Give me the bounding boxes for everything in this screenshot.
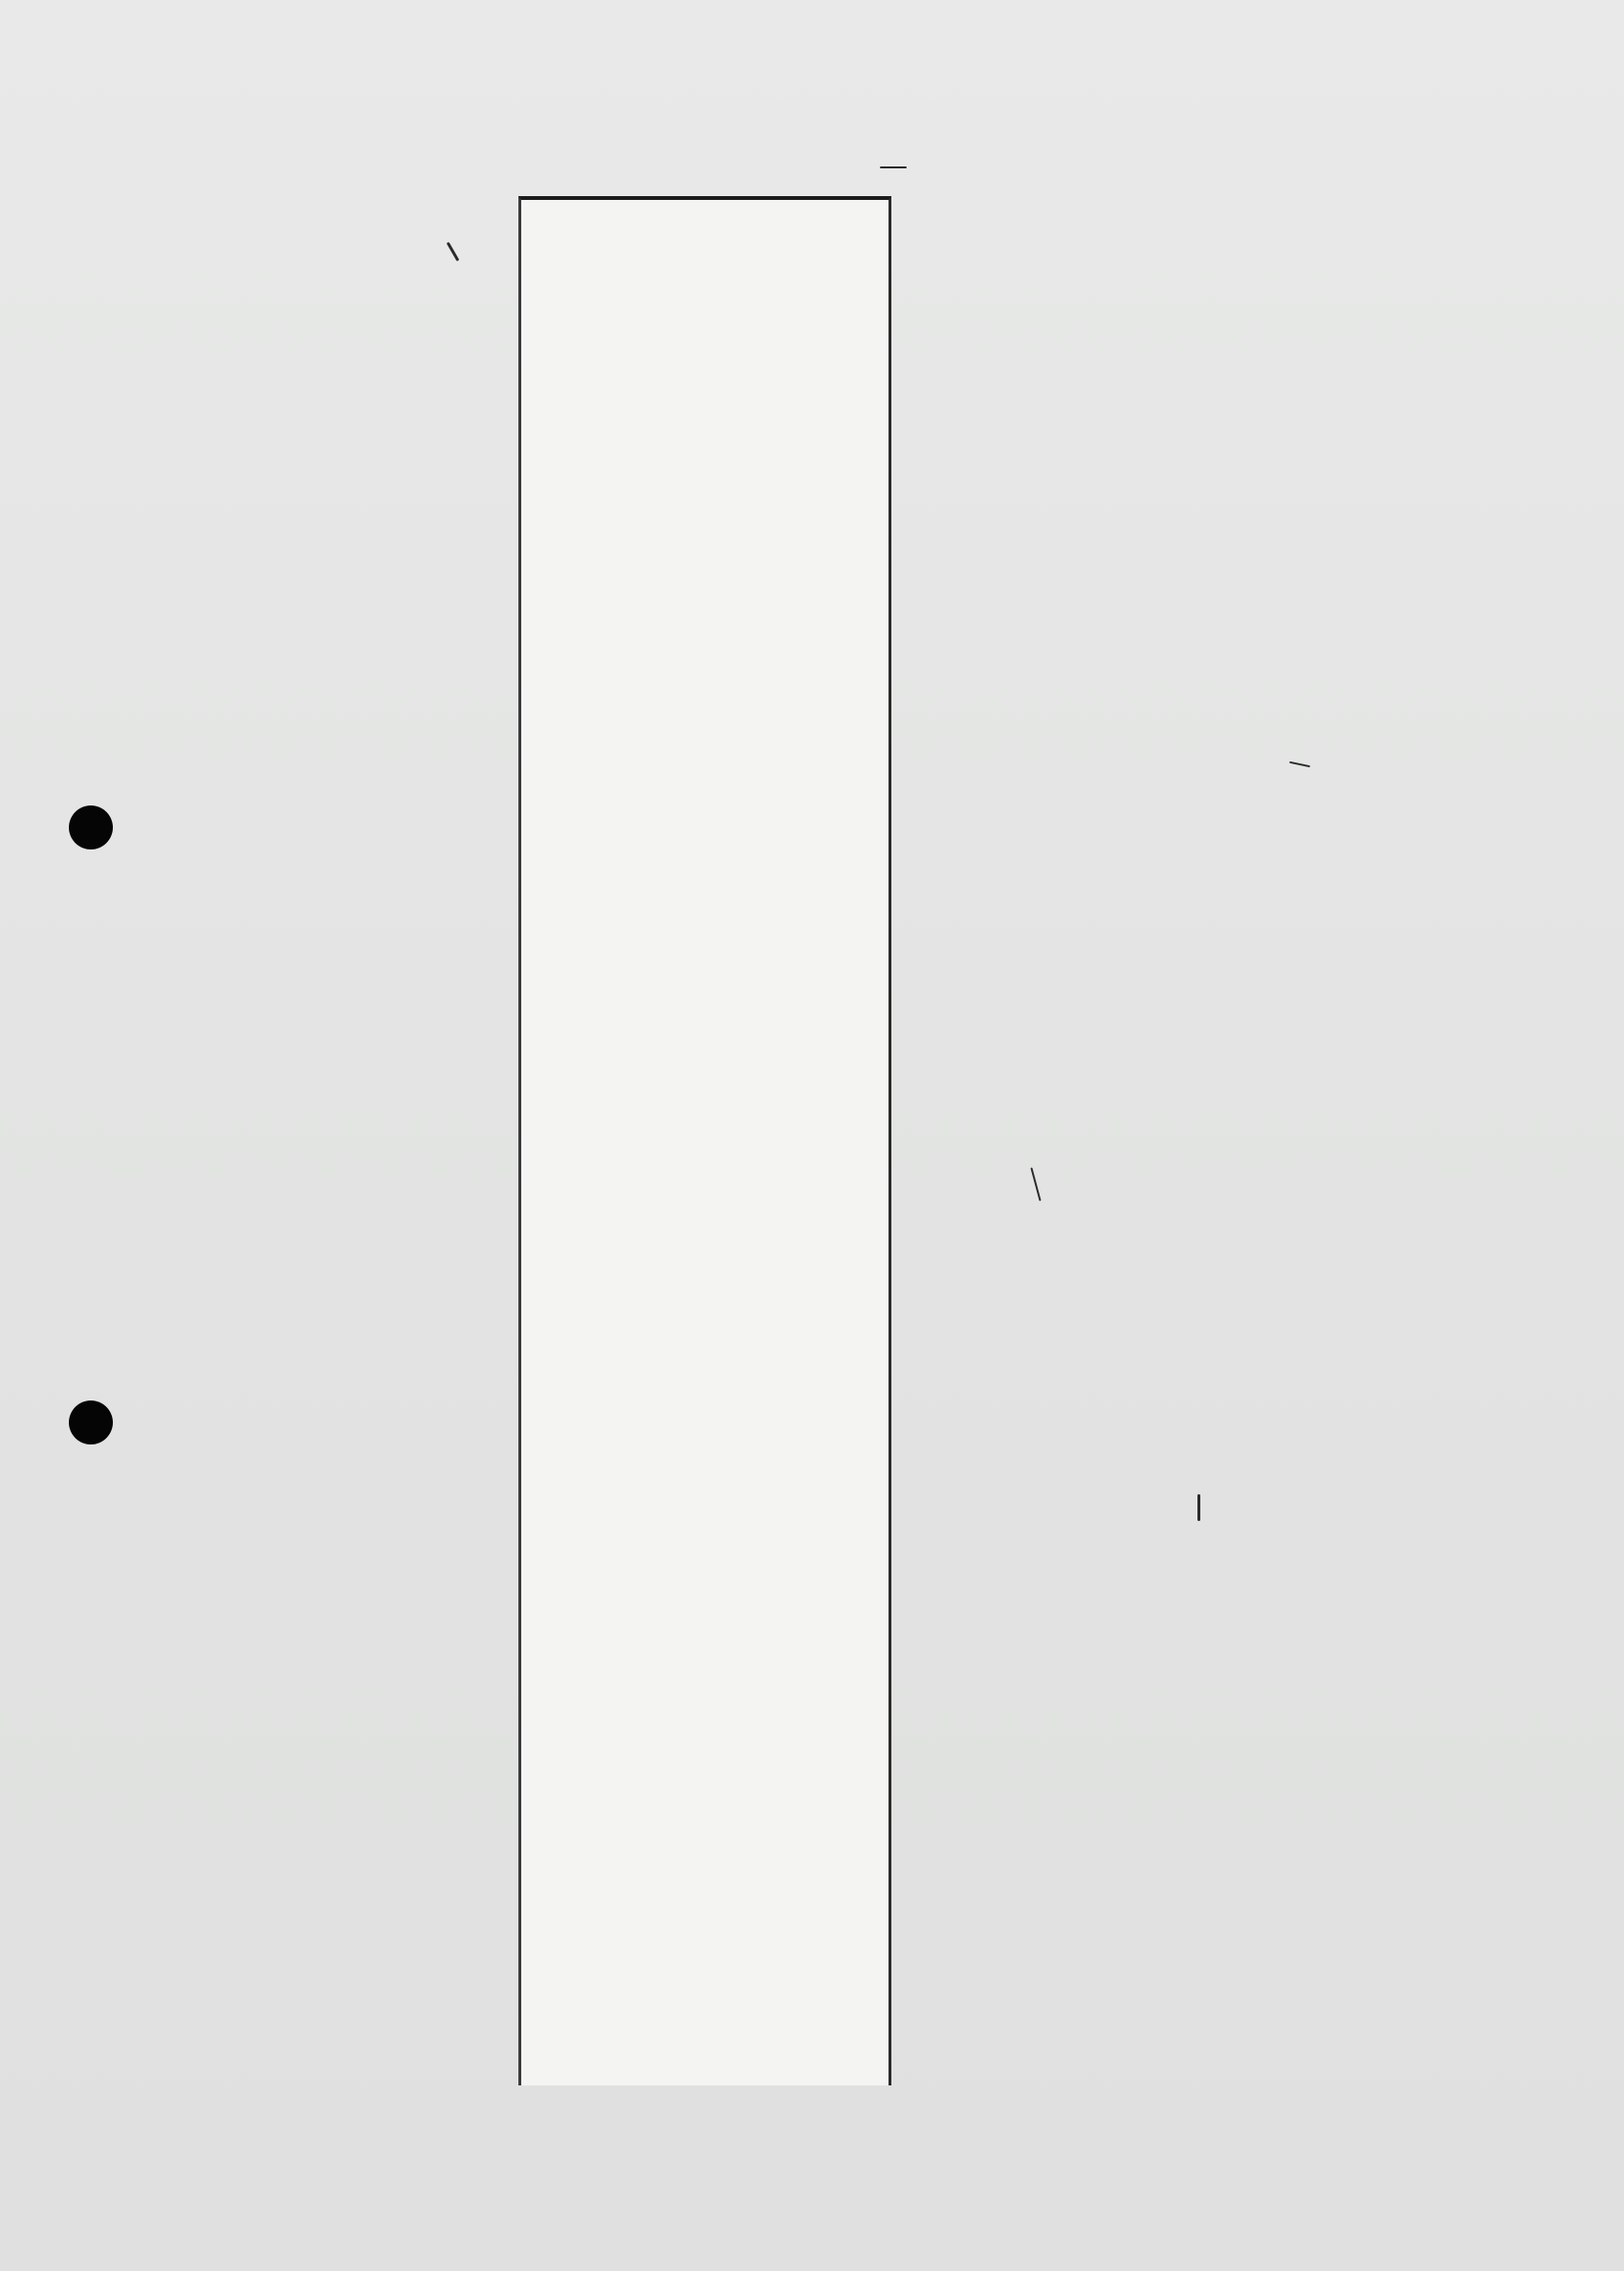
stray-mark [880, 166, 907, 168]
newspaper-clipping [518, 196, 891, 2085]
stray-mark [1289, 761, 1310, 768]
clipping-text [535, 225, 879, 282]
punch-hole-upper [69, 805, 113, 849]
punch-hole-lower [69, 1400, 113, 1444]
stray-mark [447, 242, 460, 262]
stray-mark [1030, 1167, 1041, 1201]
stray-mark [1197, 1494, 1200, 1521]
